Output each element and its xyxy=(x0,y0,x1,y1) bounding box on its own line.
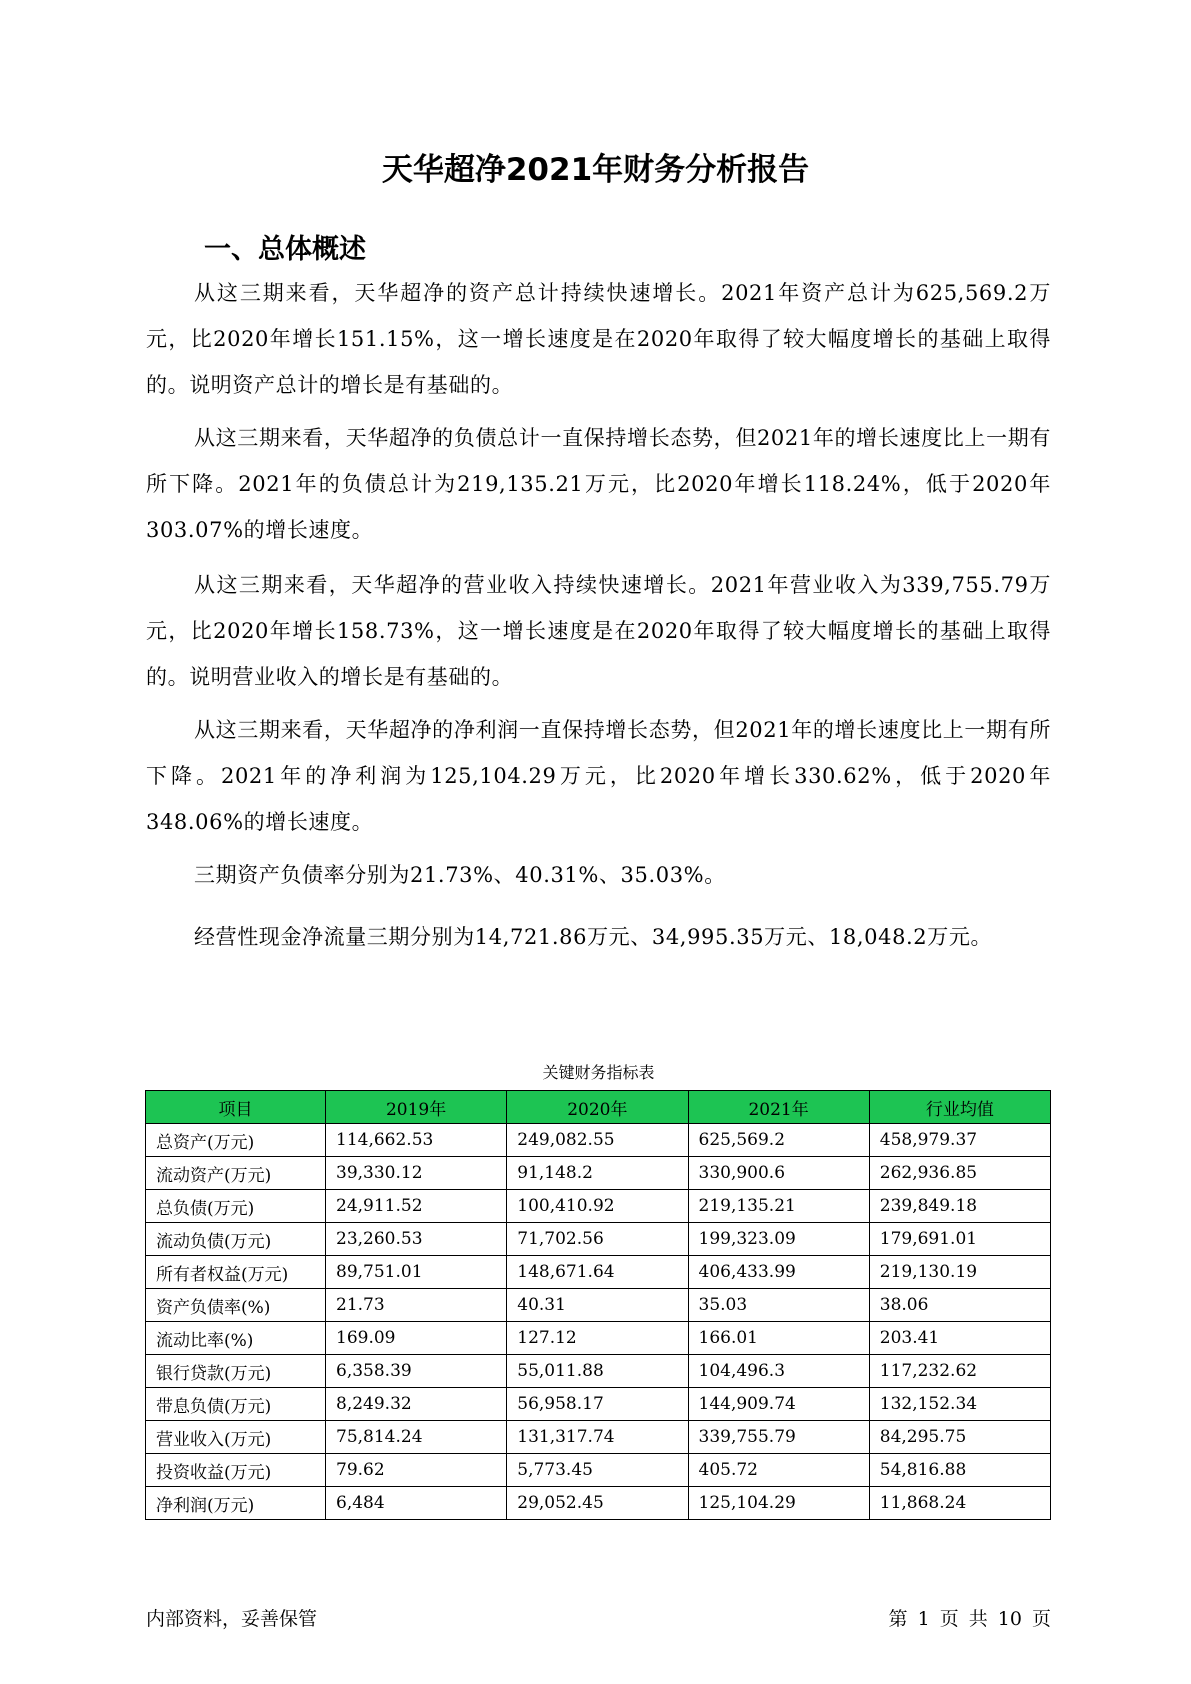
table-cell: 117,232.62 xyxy=(869,1355,1050,1388)
table-cell: 24,911.52 xyxy=(326,1190,507,1223)
table-cell: 262,936.85 xyxy=(869,1157,1050,1190)
table-cell: 339,755.79 xyxy=(688,1421,869,1454)
table-row xyxy=(146,1289,1051,1322)
table-row xyxy=(146,1454,1051,1487)
column-header-2021: 2021年 xyxy=(688,1091,869,1124)
table-cell: 银行贷款(万元) xyxy=(146,1355,326,1388)
document-title: 天华超净2021年财务分析报告 xyxy=(381,152,810,188)
table-cell: 38.06 xyxy=(869,1289,1050,1322)
table-cell: 投资收益(万元) xyxy=(146,1454,326,1487)
section-heading-overview: 一、总体概述 xyxy=(204,234,366,265)
table-cell: 流动资产(万元) xyxy=(146,1157,326,1190)
table-cell: 5,773.45 xyxy=(507,1454,688,1487)
table-cell: 营业收入(万元) xyxy=(146,1421,326,1454)
table-cell: 625,569.2 xyxy=(688,1124,869,1157)
table-row xyxy=(146,1190,1051,1223)
table-cell: 资产负债率(%) xyxy=(146,1289,326,1322)
table-cell: 39,330.12 xyxy=(326,1157,507,1190)
table-cell: 流动负债(万元) xyxy=(146,1223,326,1256)
paragraph-operating-cash-flow: 经营性现金净流量三期分别为14,721.86万元、34,995.35万元、18,048.2万元。 xyxy=(194,925,993,949)
column-header-industry-average: 行业均值 xyxy=(869,1091,1050,1124)
table-cell: 125,104.29 xyxy=(688,1487,869,1520)
table-cell: 所有者权益(万元) xyxy=(146,1256,326,1289)
table-cell: 55,011.88 xyxy=(507,1355,688,1388)
table-cell: 79.62 xyxy=(326,1454,507,1487)
table-row xyxy=(146,1124,1051,1157)
table-row xyxy=(146,1355,1051,1388)
table-caption: 关键财务指标表 xyxy=(542,1063,655,1082)
table-header-row xyxy=(146,1091,1051,1124)
table-cell: 8,249.32 xyxy=(326,1388,507,1421)
table-cell: 219,130.19 xyxy=(869,1256,1050,1289)
table-row xyxy=(146,1421,1051,1454)
table-cell: 249,082.55 xyxy=(507,1124,688,1157)
paragraph-net-profit: 从这三期来看，天华超净的净利润一直保持增长态势，但2021年的增长速度比上一期有所下降。2021年的净利润为125,104.29万元，比2020年增长330.62%，低于2020年348.06%的增长速度。 xyxy=(146,718,1051,834)
table-cell: 带息负债(万元) xyxy=(146,1388,326,1421)
table-cell: 100,410.92 xyxy=(507,1190,688,1223)
table-cell: 458,979.37 xyxy=(869,1124,1050,1157)
table-row xyxy=(146,1487,1051,1520)
table-cell: 流动比率(%) xyxy=(146,1322,326,1355)
table-cell: 23,260.53 xyxy=(326,1223,507,1256)
table-cell: 84,295.75 xyxy=(869,1421,1050,1454)
table-cell: 169.09 xyxy=(326,1322,507,1355)
table-cell: 35.03 xyxy=(688,1289,869,1322)
table-cell: 144,909.74 xyxy=(688,1388,869,1421)
table-row xyxy=(146,1388,1051,1421)
table-cell: 6,484 xyxy=(326,1487,507,1520)
table-cell: 127.12 xyxy=(507,1322,688,1355)
table-cell: 179,691.01 xyxy=(869,1223,1050,1256)
table-row xyxy=(146,1322,1051,1355)
table-cell: 239,849.18 xyxy=(869,1190,1050,1223)
table-cell: 89,751.01 xyxy=(326,1256,507,1289)
table-cell: 219,135.21 xyxy=(688,1190,869,1223)
table-cell: 11,868.24 xyxy=(869,1487,1050,1520)
paragraph-total-liabilities: 从这三期来看，天华超净的负债总计一直保持增长态势，但2021年的增长速度比上一期有所下降。2021年的负债总计为219,135.21万元，比2020年增长118.24%，低于2020年303.07%的增长速度。 xyxy=(146,426,1051,542)
table-cell: 166.01 xyxy=(688,1322,869,1355)
table-cell: 总负债(万元) xyxy=(146,1190,326,1223)
table-cell: 71,702.56 xyxy=(507,1223,688,1256)
footer-page-number: 第 1 页 共 10 页 xyxy=(888,1608,1051,1630)
table-cell: 199,323.09 xyxy=(688,1223,869,1256)
column-header-item: 项目 xyxy=(146,1091,326,1124)
column-header-2019: 2019年 xyxy=(326,1091,507,1124)
table-cell: 总资产(万元) xyxy=(146,1124,326,1157)
table-cell: 91,148.2 xyxy=(507,1157,688,1190)
footer-confidential-notice: 内部资料，妥善保管 xyxy=(146,1608,318,1630)
table-cell: 148,671.64 xyxy=(507,1256,688,1289)
table-cell: 132,152.34 xyxy=(869,1388,1050,1421)
table-cell: 104,496.3 xyxy=(688,1355,869,1388)
table-row xyxy=(146,1157,1051,1190)
table-row xyxy=(146,1223,1051,1256)
table-row xyxy=(146,1256,1051,1289)
column-header-2020: 2020年 xyxy=(507,1091,688,1124)
table-cell: 203.41 xyxy=(869,1322,1050,1355)
table-cell: 406,433.99 xyxy=(688,1256,869,1289)
table-cell: 6,358.39 xyxy=(326,1355,507,1388)
table-cell: 21.73 xyxy=(326,1289,507,1322)
key-financial-indicators-table xyxy=(145,1090,1051,1520)
table-cell: 330,900.6 xyxy=(688,1157,869,1190)
table-cell: 29,052.45 xyxy=(507,1487,688,1520)
table-cell: 405.72 xyxy=(688,1454,869,1487)
table-cell: 40.31 xyxy=(507,1289,688,1322)
table-cell: 114,662.53 xyxy=(326,1124,507,1157)
table-cell: 56,958.17 xyxy=(507,1388,688,1421)
table-cell: 75,814.24 xyxy=(326,1421,507,1454)
table-cell: 净利润(万元) xyxy=(146,1487,326,1520)
paragraph-total-assets: 从这三期来看，天华超净的资产总计持续快速增长。2021年资产总计为625,569.2万元，比2020年增长151.15%，这一增长速度是在2020年取得了较大幅度增长的基础上取得的。说明资产总计的增长是有基础的。 xyxy=(146,281,1051,397)
paragraph-revenue: 从这三期来看，天华超净的营业收入持续快速增长。2021年营业收入为339,755.79万元，比2020年增长158.73%，这一增长速度是在2020年取得了较大幅度增长的基础上取得的。说明营业收入的增长是有基础的。 xyxy=(146,573,1051,689)
table-cell: 131,317.74 xyxy=(507,1421,688,1454)
table-cell: 54,816.88 xyxy=(869,1454,1050,1487)
paragraph-debt-ratio: 三期资产负债率分别为21.73%、40.31%、35.03%。 xyxy=(194,863,726,887)
